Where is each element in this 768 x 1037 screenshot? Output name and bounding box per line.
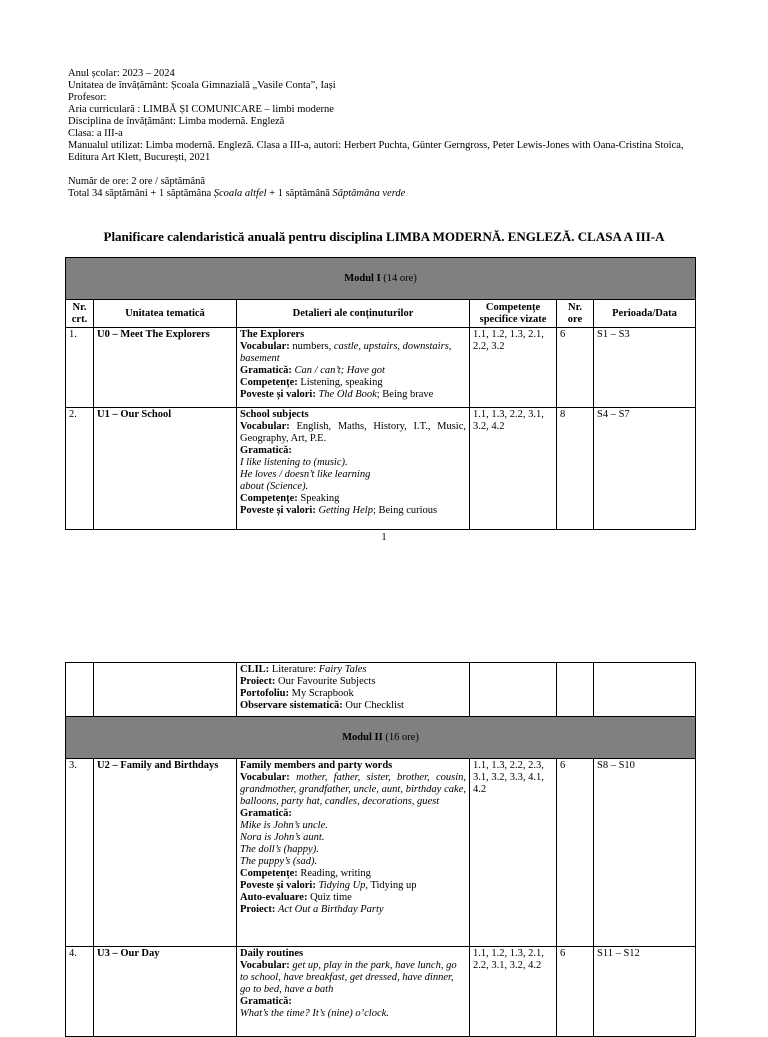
table-row: 1. U0 – Meet The Explorers The Explorers Vocabular: numbers, castle, upstairs, downstairs, basement Gramatică: Can / can’t; Have got Competențe: Listening, speaking Poveste și valori: The Old Book; Being brave 1.1, 1.2, 1.3, 2.1, 2.2, 3.2 6 S1 – S3	[66, 328, 696, 408]
hours-per-week: Număr de ore: 2 ore / săptămână	[68, 176, 206, 187]
row-details: School subjects Vocabular: English, Maths, History, I.T., Music, Geography, Art, P.E. Gramatică: I like listening to (music). He loves / doesn’t like learning about (Science). Competențe: Speaking Poveste și valori: Getting Help; Being curious	[237, 408, 470, 530]
page-title: Planificare calendaristică anuală pentru disciplina LIMBA MODERNĂ. ENGLEZĂ. CLASA A III-A	[103, 229, 665, 244]
row-details: The Explorers Vocabular: numbers, castle, upstairs, downstairs, basement Gramatică: Can / can’t; Have got Competențe: Listening, speaking Poveste și valori: The Old Book; Being brave	[237, 328, 470, 408]
textbook: Manualul utilizat: Limba modernă. Engleză. Clasa a III-a, autori: Herbert Puchta, Günter Gerngross, Peter Lewis-Jones with Oana-Cristina Stoica, Editura Art Klett, București, 2021	[68, 140, 684, 163]
row-details: Family members and party words Vocabular: mother, father, sister, brother, cousin, grandmother, grandfather, uncle, aunt, birthday cake, balloons, party hat, candles, decorations, guest Gramatică: Mike is John’s uncle. Nora is John’s aunt. The doll’s (happy). The puppy’s (sad). Competențe: Reading, writing Poveste și valori: Tidying Up, Tidying up Auto-evaluare: Quiz time Proiect: Act Out a Birthday Party	[237, 759, 470, 947]
discipline: Disciplina de învățământ: Limba modernă. Engleză	[68, 116, 285, 127]
table-row: 3. U2 – Family and Birthdays Family members and party words Vocabular: mother, father, sister, brother, cousin, grandmother, grandfather, uncle, aunt, birthday cake, balloons, party hat, candles, decorations, guest Gramatică: Mike is John’s uncle. Nora is John’s aunt. The doll’s (happy). The puppy’s (sad). Competențe: Reading, writing Poveste și valori: Tidying Up, Tidying up Auto-evaluare: Quiz time Proiect: Act Out a Birthday Party 1.1, 1.3, 2.2, 2.3, 3.1, 3.2, 3.3, 4.1, 4.2 6 S8 – S10	[66, 759, 696, 947]
col-competences: Competențe specifice vizate	[470, 300, 557, 328]
col-unit: Unitatea tematică	[94, 300, 237, 328]
planning-table-part1	[65, 257, 696, 530]
table-row: 2. U1 – Our School School subjects Vocabular: English, Maths, History, I.T., Music, Geography, Art, P.E. Gramatică: I like listening to (music). He loves / doesn’t like learning about (Science). Competențe: Speaking Poveste și valori: Getting Help; Being curious 1.1, 1.3, 2.2, 3.1, 3.2, 4.2 8 S4 – S7	[66, 408, 696, 530]
row-details: CLIL: Literature: Fairy Tales Proiect: Our Favourite Subjects Portofoliu: My Scrapbook Observare sistematică: Our Checklist	[237, 663, 470, 717]
col-period: Perioada/Data	[594, 300, 696, 328]
curricular-area: Aria curriculară : LIMBĂ ȘI COMUNICARE – limbi moderne	[68, 104, 334, 115]
planning-table-part2	[65, 662, 696, 1037]
col-details: Detalieri ale conținuturilor	[237, 300, 470, 328]
table-row: 4. U3 – Our Day Daily routines Vocabular: get up, play in the park, have lunch, go to school, have breakfast, get dressed, have dinner, go to bed, have a bath Gramatică: What’s the time? It’s (nine) o’clock. 1.1, 1.2, 1.3, 2.1, 2.2, 3.1, 3.2, 4.2 6 S11 – S12	[66, 947, 696, 1037]
school-year: Anul școlar: 2023 – 2024	[68, 68, 175, 79]
module-header: Modul II (16 ore)	[66, 717, 696, 759]
col-nr: Nr. crt.	[66, 300, 94, 328]
table-row	[66, 663, 696, 717]
school-unit: Unitatea de învățământ: Școala Gimnazială „Vasile Conta”, Iași	[68, 80, 336, 91]
total-weeks: Total 34 săptămâni + 1 săptămâna Școala altfel + 1 săptămână Săptămâna verde	[68, 188, 406, 199]
page-number: 1	[381, 532, 387, 543]
teacher: Profesor:	[68, 92, 107, 103]
row-details: Daily routines Vocabular: get up, play in the park, have lunch, go to school, have breakfast, get dressed, have dinner, go to bed, have a bath Gramatică: What’s the time? It’s (nine) o’clock.	[237, 947, 470, 1037]
class: Clasa: a III-a	[68, 128, 123, 139]
col-hours: Nr. ore	[557, 300, 594, 328]
module-header: Modul I (14 ore)	[66, 258, 696, 300]
document-header	[68, 68, 708, 200]
